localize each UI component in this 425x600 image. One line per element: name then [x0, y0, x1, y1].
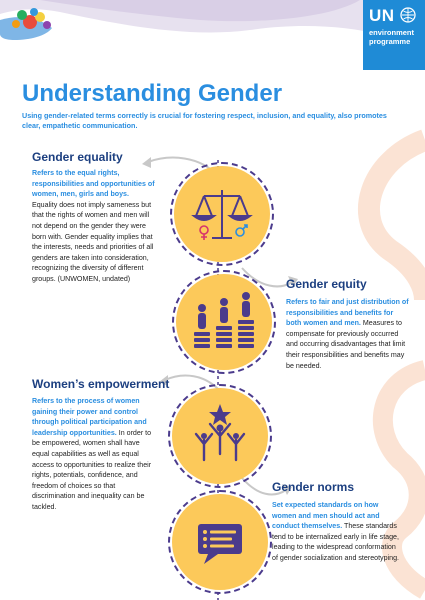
plastic-waste-hand-illustration — [0, 8, 52, 40]
intro-text: Using gender-related terms correctly is crucial for fostering respect, inclusion, and equality, also promotes clear, empathetic communication. — [22, 111, 387, 130]
gender-norms-body: These standards tend to be internalized early in life stage, leading to the widespread conformation of gender socialization and stereotyping. — [272, 522, 399, 562]
womens-empowerment-heading: Women’s empowerment — [32, 377, 170, 391]
womens-empowerment-lead: Refers to the process of women gaining their power and control through political participation and leadership opportunities. — [32, 397, 147, 437]
womens-empowerment-text — [32, 396, 156, 513]
gender-equity-heading: Gender equity — [286, 277, 367, 291]
gender-equity-lead: Refers to fair and just distribution of responsibilities and benefits for both women and men. — [286, 298, 409, 328]
gender-norms-heading: Gender norms — [272, 480, 355, 494]
gender-norms-lead: Set expected standards on how women and men should act and conduct themselves. — [272, 501, 380, 531]
gender-equality-heading: Gender equality — [32, 150, 123, 164]
un-laurel-icon — [399, 6, 417, 24]
header-wave-decoration — [0, 0, 425, 70]
logo-environment-text: environment — [369, 28, 415, 37]
page-title: Understanding Gender — [22, 80, 283, 107]
logo-un-text: UN — [369, 6, 395, 25]
un-environment-logo — [363, 0, 425, 70]
womens-empowerment-body: In order to be empowered, women shall have equal capabilities as well as equal access to opportunities to realize their rights, potentials, confidence, and freedom of choices so that discrimination and inequality can be tackled. — [32, 428, 152, 511]
speech-list-icon — [172, 494, 268, 590]
gender-equity-icon-circle — [176, 274, 272, 370]
people-on-stacks-icon — [176, 274, 272, 370]
gender-equity-body: Measures to compensate for previously occurred and occurring disadvantages that limit their responsibilities and benefits may be needed. — [286, 319, 406, 370]
gender-equality-icon-circle — [174, 166, 270, 262]
logo-programme-text: programme — [369, 37, 411, 46]
gender-equality-body: Equality does not imply sameness but that the rights of women and men will not depend on the gender they were born with. Gender equality implies that the interests, needs and priorities of all genders are taken into consideration, recognizing the diversity of different groups. (UNWOMEN, undated) — [32, 200, 154, 283]
raised-arms-star-icon — [172, 388, 268, 484]
gender-norms-text — [272, 500, 400, 564]
gender-equality-lead: Refers to the equal rights, responsibilities and opportunities of women, men, girls and boys. — [32, 169, 155, 199]
gender-equality-text — [32, 168, 156, 285]
gender-equity-text — [286, 297, 410, 371]
womens-empowerment-icon-circle — [172, 388, 268, 484]
gender-norms-icon-circle — [172, 494, 268, 590]
scales-gender-icon — [174, 166, 270, 262]
